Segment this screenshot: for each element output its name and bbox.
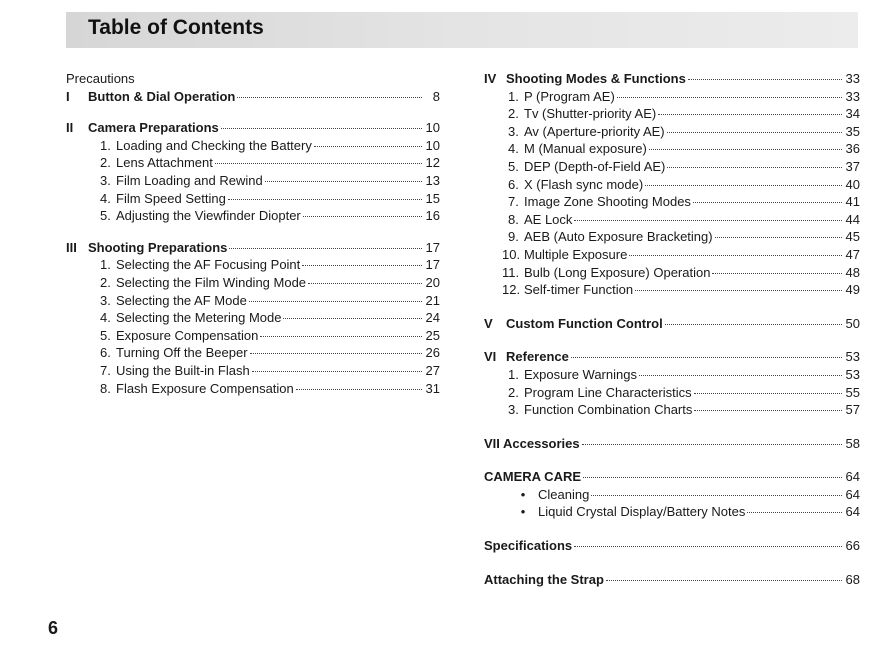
page-ref: 64 <box>845 469 860 485</box>
toc-entry-label: Multiple Exposure <box>524 246 628 262</box>
entry-number: 4. <box>100 310 111 326</box>
dot-leader <box>591 494 842 496</box>
toc-entry-label: Loading and Checking the Battery <box>116 137 312 153</box>
toc-subentry[interactable] <box>66 327 440 345</box>
dot-leader <box>303 215 422 217</box>
dot-leader <box>252 370 422 372</box>
dot-leader <box>283 317 422 319</box>
title-banner <box>66 12 858 48</box>
page-number: 6 <box>48 618 59 638</box>
page-ref: 55 <box>845 384 860 400</box>
page-ref: 53 <box>845 366 860 382</box>
toc-entry-label: Image Zone Shooting Modes <box>524 194 691 210</box>
toc-entry-label: Selecting the Metering Mode <box>116 310 282 326</box>
page-ref: 16 <box>425 208 440 224</box>
dot-leader <box>667 166 842 168</box>
page-ref: 31 <box>425 380 440 396</box>
dot-leader <box>694 392 842 394</box>
page-ref: 25 <box>425 327 440 343</box>
section-number: VI <box>484 349 497 365</box>
section-title: CAMERA CARE <box>484 469 582 485</box>
toc-entry-label: Av (Aperture-priority AE) <box>524 123 665 139</box>
entry-number: 1. <box>100 137 111 153</box>
toc-subentry[interactable] <box>484 486 860 504</box>
toc-entry-label: Adjusting the Viewfinder Diopter <box>116 208 301 224</box>
toc-subentry[interactable] <box>66 362 440 380</box>
section-number: V <box>484 315 493 331</box>
page-ref: 64 <box>845 504 860 520</box>
page-ref: 17 <box>425 257 440 273</box>
page-ref: 50 <box>845 315 860 331</box>
toc-entry-label: Selecting the Film Winding Mode <box>116 274 307 290</box>
entry-number: 6. <box>508 176 519 192</box>
toc-subentry[interactable] <box>484 105 860 123</box>
toc-entry-label: Cleaning <box>538 486 590 502</box>
entry-number: 6. <box>100 345 111 361</box>
toc-subentry[interactable] <box>484 503 860 521</box>
toc-subentry[interactable] <box>484 123 860 141</box>
section-title: Button & Dial Operation <box>88 88 236 104</box>
page-ref: 21 <box>425 292 440 308</box>
entry-number: 5. <box>100 208 111 224</box>
dot-leader <box>635 289 842 291</box>
toc-entry-label: Liquid Crystal Display/Battery Notes <box>538 504 746 520</box>
toc-entry-label: Film Loading and Rewind <box>116 172 263 188</box>
toc-entry-label: Bulb (Long Exposure) Operation <box>524 264 711 280</box>
entry-number: 3. <box>508 402 519 418</box>
entry-number: 8. <box>100 380 111 396</box>
page-ref: 53 <box>845 349 860 365</box>
entry-number: 7. <box>508 194 519 210</box>
dot-leader <box>314 145 422 147</box>
toc-subentry[interactable] <box>484 158 860 176</box>
section-number: I <box>66 88 70 104</box>
entry-number: 2. <box>508 384 519 400</box>
toc-entry-label: Tv (Shutter-priority AE) <box>524 106 657 122</box>
entry-number: 5. <box>508 158 519 174</box>
toc-section-7[interactable] <box>484 435 860 453</box>
section-title: Attaching the Strap <box>484 571 604 587</box>
dot-leader <box>747 511 842 513</box>
page-ref: 68 <box>845 571 860 587</box>
entry-number: 1. <box>100 257 111 273</box>
section-title: Shooting Preparations <box>88 239 228 255</box>
toc-subentry[interactable] <box>484 366 860 384</box>
page-ref: 58 <box>845 435 860 451</box>
dot-leader <box>260 335 422 337</box>
page-ref: 17 <box>425 239 440 255</box>
entry-number: 11. <box>502 264 520 280</box>
page-ref: 26 <box>425 345 440 361</box>
page-ref: 10 <box>425 120 440 136</box>
toc-entry-label: Film Speed Setting <box>116 190 226 206</box>
toc-entry-label: Selecting the AF Focusing Point <box>116 257 301 273</box>
dot-leader <box>574 545 842 547</box>
page-ref: 45 <box>845 229 860 245</box>
toc-subentry[interactable] <box>66 172 440 190</box>
page-ref: 41 <box>845 194 860 210</box>
page-ref: 15 <box>425 190 440 206</box>
toc-entry-label: Program Line Characteristics <box>524 384 692 400</box>
section-title: Custom Function Control <box>506 315 663 331</box>
dot-leader <box>249 300 422 302</box>
toc-left-column <box>66 70 440 397</box>
section-number: IV <box>484 71 497 86</box>
section-title: Reference <box>506 349 569 365</box>
toc-subentry[interactable] <box>66 309 440 327</box>
dot-leader <box>649 148 842 150</box>
page-ref: 12 <box>425 155 440 171</box>
toc-entry-label: DEP (Depth-of-Field AE) <box>524 158 666 174</box>
dot-leader <box>215 162 422 164</box>
entry-number: 12. <box>502 282 521 298</box>
toc-entry-label: AEB (Auto Exposure Bracketing) <box>524 229 713 245</box>
dot-leader <box>645 184 842 186</box>
section-title: Camera Preparations <box>88 120 219 136</box>
dot-leader <box>237 96 422 98</box>
page-ref: 8 <box>432 88 440 104</box>
toc-entry-label: Turning Off the Beeper <box>116 345 248 361</box>
toc-entry-label: AE Lock <box>524 211 573 227</box>
dot-leader <box>583 476 842 478</box>
toc-subentry[interactable] <box>484 281 860 299</box>
toc-subentry[interactable] <box>484 228 860 246</box>
toc-entry-label: Exposure Compensation <box>116 327 259 343</box>
toc-entry-label: Exposure Warnings <box>524 366 637 382</box>
toc-entry-label: P (Program AE) <box>524 88 615 104</box>
entry-number: 4. <box>100 190 111 206</box>
page-ref: 35 <box>845 123 860 139</box>
entry-number: 3. <box>100 172 111 188</box>
entry-number: 2. <box>100 274 111 290</box>
page-ref: 10 <box>425 137 440 153</box>
entry-number: 1. <box>508 88 519 104</box>
section-number: III <box>66 239 77 255</box>
section-number: II <box>66 120 74 136</box>
entry-number: 2. <box>508 106 519 122</box>
toc-entry-label: Self-timer Function <box>524 282 634 298</box>
page-title: Table of Contents <box>88 16 264 39</box>
dot-leader <box>667 131 842 133</box>
toc-section-strap[interactable] <box>484 571 860 589</box>
toc-entry-label: Lens Attachment <box>116 155 213 171</box>
toc-section-camera-care[interactable] <box>484 468 860 486</box>
dot-leader <box>228 198 422 200</box>
toc-subentry[interactable] <box>66 274 440 292</box>
dot-leader <box>606 579 842 581</box>
dot-leader <box>712 272 842 274</box>
toc-section-1[interactable] <box>66 88 440 106</box>
page-ref: 13 <box>425 172 440 188</box>
dot-leader <box>229 247 422 249</box>
toc-section-specifications[interactable] <box>484 537 860 555</box>
entry-number: 4. <box>508 141 519 157</box>
dot-leader <box>688 78 842 80</box>
page-ref: 37 <box>845 158 860 174</box>
toc-section-5[interactable] <box>484 315 860 333</box>
dot-leader <box>308 282 422 284</box>
dot-leader <box>250 352 422 354</box>
toc-subentry[interactable] <box>484 88 860 106</box>
page-ref: 27 <box>425 362 440 378</box>
page-ref: 48 <box>845 264 860 280</box>
page-ref: 57 <box>845 402 860 418</box>
page-ref: 20 <box>425 274 440 290</box>
page-ref: 24 <box>425 310 440 326</box>
section-title: Specifications <box>484 538 573 554</box>
dot-leader <box>296 388 422 390</box>
toc-entry-precautions[interactable] <box>66 70 440 88</box>
toc-entry-label: M (Manual exposure) <box>524 141 647 157</box>
toc-subentry[interactable] <box>484 401 860 419</box>
toc-subentry[interactable] <box>484 140 860 158</box>
page-ref: 34 <box>845 106 860 122</box>
toc-subentry[interactable] <box>66 207 440 225</box>
dot-leader <box>639 374 842 376</box>
section-title: Shooting Modes & Functions <box>506 71 686 86</box>
toc-section-6[interactable] <box>484 348 860 366</box>
page-ref: 44 <box>845 211 860 227</box>
entry-number: 1. <box>508 366 519 382</box>
toc-entry-label: Selecting the AF Mode <box>116 292 247 308</box>
dot-leader <box>574 219 842 221</box>
entry-number: 3. <box>508 123 519 139</box>
toc-subentry[interactable] <box>66 137 440 155</box>
bullet: • <box>520 504 526 520</box>
entry-number: 7. <box>100 362 111 378</box>
toc-entry-label: Precautions <box>66 71 135 86</box>
toc-subentry[interactable] <box>484 384 860 402</box>
toc-section-3[interactable] <box>66 239 440 257</box>
dot-leader <box>302 264 422 266</box>
entry-number: 8. <box>508 211 519 227</box>
dot-leader <box>617 96 842 98</box>
toc-subentry[interactable] <box>66 256 440 274</box>
dot-leader <box>665 323 842 325</box>
dot-leader <box>571 356 842 358</box>
page-ref: 49 <box>845 282 860 298</box>
toc-entry-label: Flash Exposure Compensation <box>116 380 294 396</box>
entry-number: 5. <box>100 327 111 343</box>
toc-right-column <box>484 70 860 588</box>
toc-subentry[interactable] <box>66 380 440 398</box>
toc-section-4[interactable] <box>484 70 860 88</box>
toc-entry-label: Using the Built-in Flash <box>116 362 250 378</box>
bullet: • <box>520 486 526 502</box>
entry-number: 3. <box>100 292 111 308</box>
dot-leader <box>658 113 842 115</box>
dot-leader <box>582 443 842 445</box>
page-ref: 64 <box>845 486 860 502</box>
toc-subentry[interactable] <box>484 176 860 194</box>
toc-entry-label: X (Flash sync mode) <box>524 176 644 192</box>
page-ref: 33 <box>845 88 860 104</box>
toc-entry-label: Function Combination Charts <box>524 402 693 418</box>
entry-number: 2. <box>100 155 111 171</box>
page-ref: 66 <box>845 538 860 554</box>
toc-subentry[interactable] <box>66 154 440 172</box>
dot-leader <box>629 254 842 256</box>
page-ref: 47 <box>845 246 860 262</box>
toc-subentry[interactable] <box>66 344 440 362</box>
page-ref: 33 <box>845 71 860 86</box>
toc-subentry[interactable] <box>484 264 860 282</box>
toc-subentry[interactable] <box>484 211 860 229</box>
entry-number: 10. <box>502 246 521 262</box>
dot-leader <box>715 236 842 238</box>
dot-leader <box>265 180 422 182</box>
toc-subentry[interactable] <box>66 292 440 310</box>
dot-leader <box>221 127 422 129</box>
entry-number: 9. <box>508 229 519 245</box>
page-ref: 40 <box>845 176 860 192</box>
dot-leader <box>694 409 842 411</box>
toc-subentry[interactable] <box>484 246 860 264</box>
toc-subentry[interactable] <box>66 190 440 208</box>
page-ref: 36 <box>845 141 860 157</box>
dot-leader <box>693 201 842 203</box>
toc-section-2[interactable] <box>66 119 440 137</box>
section-title: VII Accessories <box>484 435 580 451</box>
toc-subentry[interactable] <box>484 193 860 211</box>
